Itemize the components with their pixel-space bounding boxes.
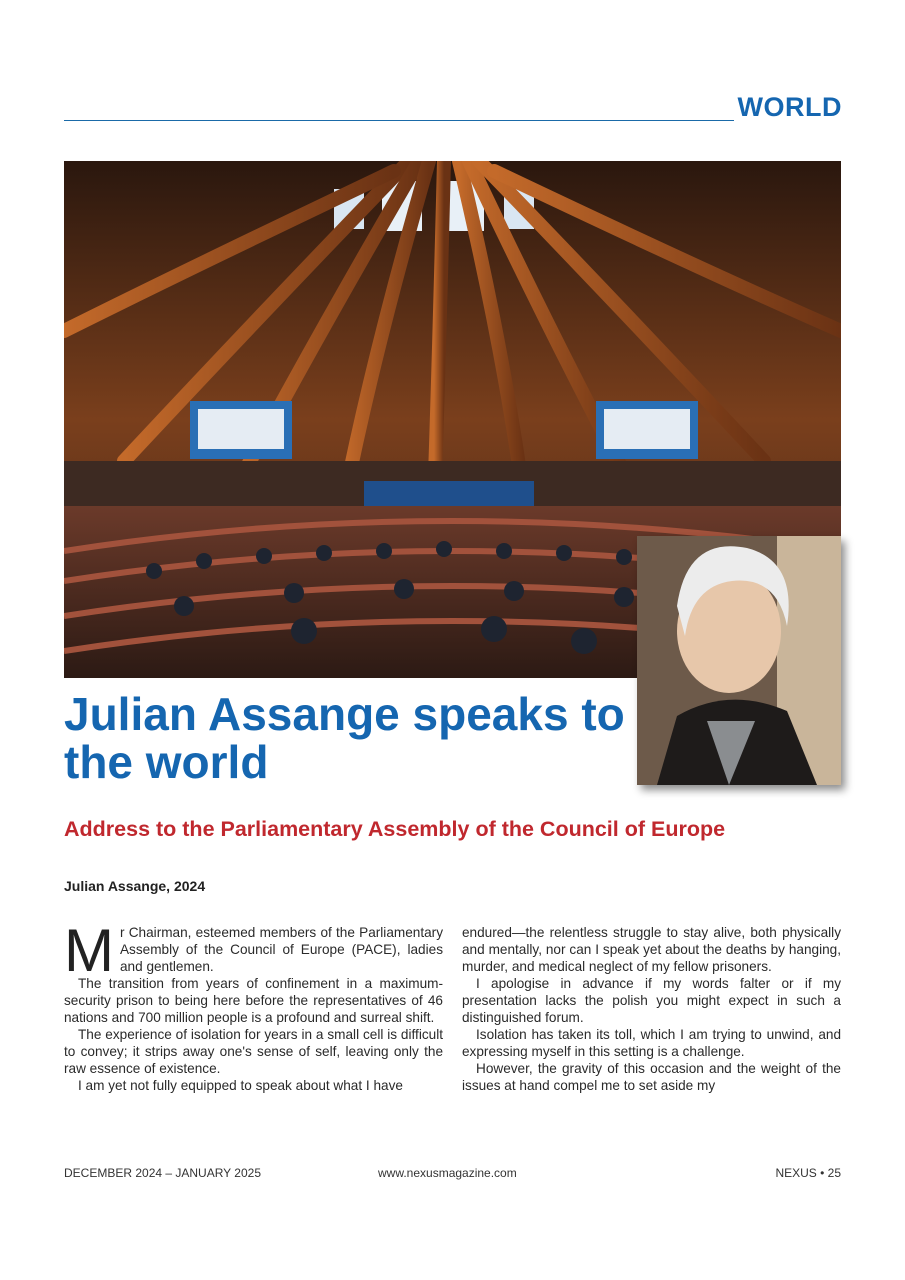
article-title: Julian Assange speaks to the world [64, 688, 625, 788]
body-paragraph: Mr Chairman, esteemed members of the Parliamentary Assembly of the Council of Europe (PACE), ladies and gentlemen. [64, 917, 443, 984]
body-column-left [64, 917, 443, 1094]
article-subtitle: Address to the Parliamentary Assembly of the Council of Europe [64, 817, 726, 841]
body-paragraph: The experience of isolation for years in a small cell is difficult to convey; it strips away one's sense of self, leaving only the raw essence of existence. [64, 1027, 443, 1076]
body-paragraph: I apologise in advance if my words falter or if my presentation lacks the polish you might expect in such a distinguished forum. [462, 976, 841, 1025]
section-label: WORLD [737, 92, 842, 122]
body-paragraph: I am yet not fully equipped to speak about what I have [78, 1078, 403, 1093]
footer-page-number: NEXUS • 25 [775, 1166, 841, 1180]
section-rule [64, 120, 734, 121]
footer-issue: DECEMBER 2024 – JANUARY 2025 [64, 1166, 261, 1180]
body-paragraph: Isolation has taken its toll, which I am trying to unwind, and expressing myself in this setting is a challenge. [462, 1027, 841, 1059]
body-paragraph: However, the gravity of this occasion and the weight of the issues at hand compel me to set aside my [462, 1061, 841, 1093]
body-paragraph: endured—the relentless struggle to stay alive, both physically and mentally, nor can I speak yet about the deaths by hanging, murder, and medical neglect of my fellow prisoners. [462, 925, 841, 974]
article-author: Julian Assange, 2024 [64, 878, 206, 894]
footer-website[interactable]: www.nexusmagazine.com [378, 1166, 517, 1180]
portrait-image [637, 536, 841, 785]
body-column-right [462, 924, 841, 1094]
body-paragraph: The transition from years of confinement in a maximum-security prison to being here before the representatives of 46 nations and 700 million people is a profound and surreal shift. [64, 976, 443, 1025]
drop-cap: M [64, 917, 114, 984]
